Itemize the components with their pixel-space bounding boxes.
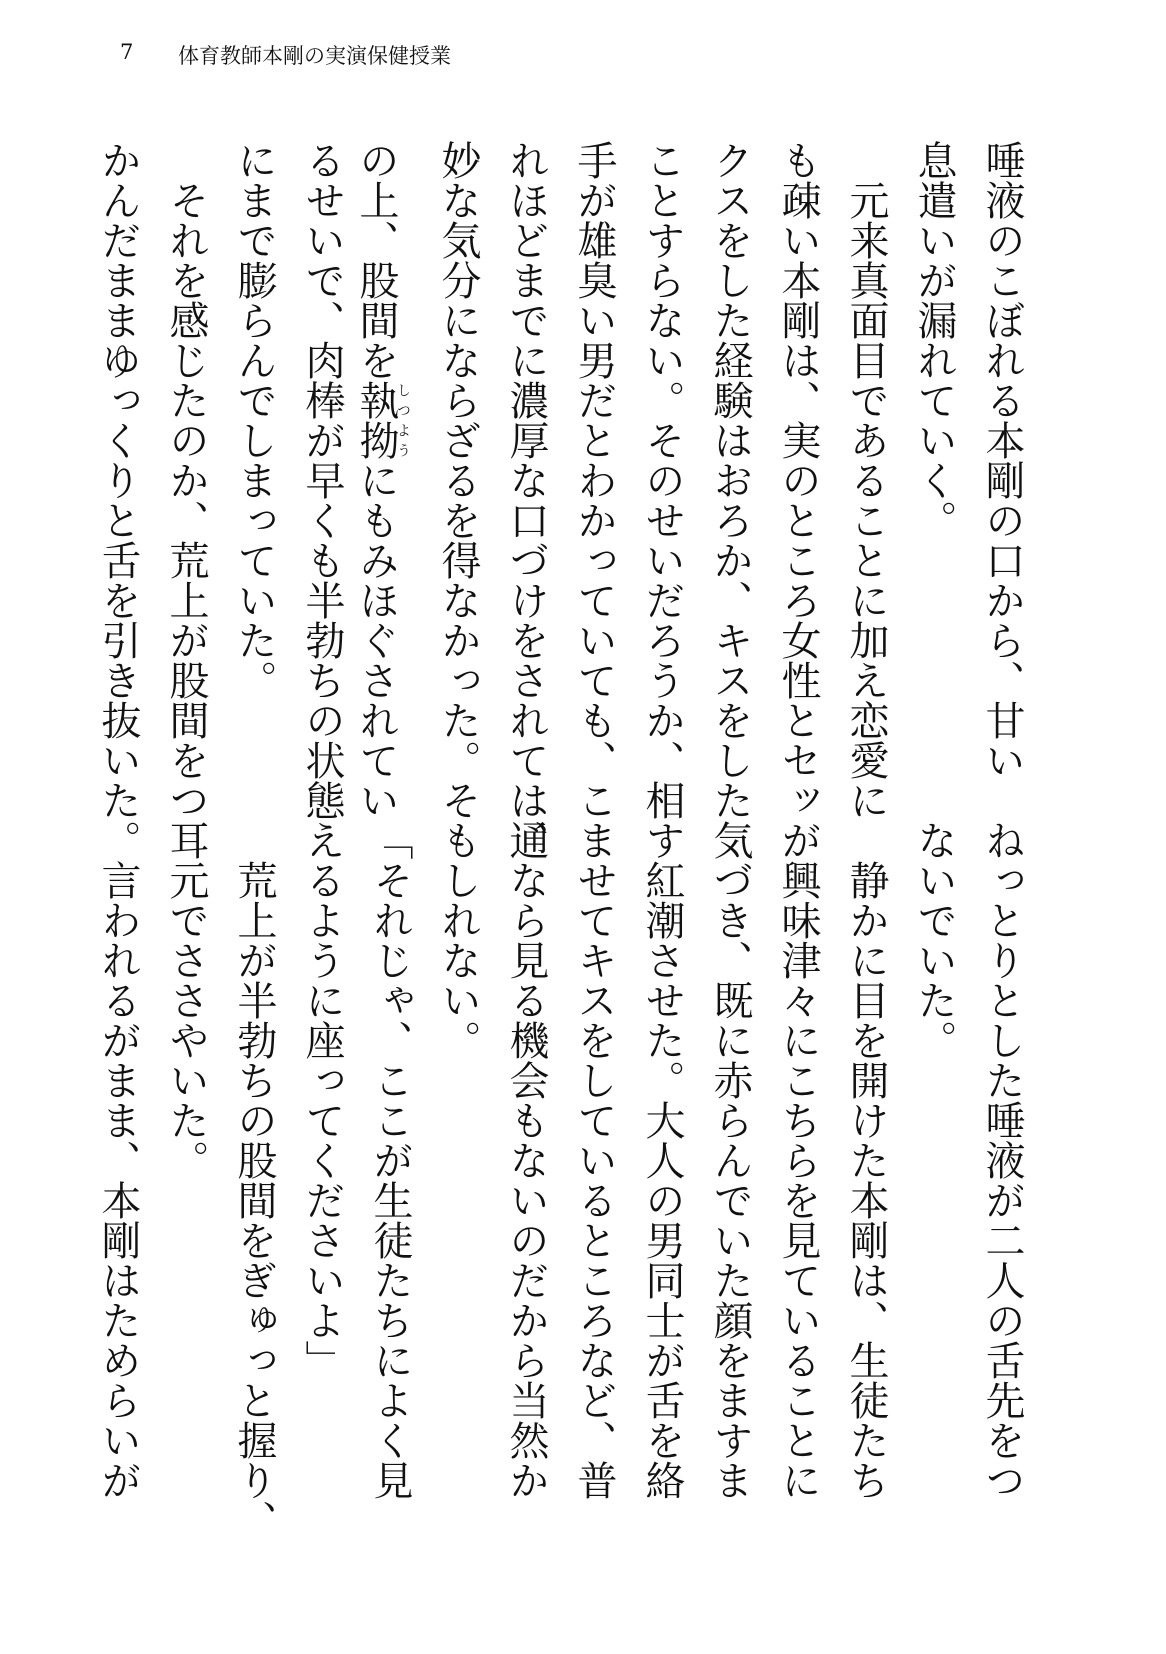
text-line: 耳元でささやいた。 <box>163 820 209 1180</box>
page-number: 7 <box>120 40 134 64</box>
text-line: にまで膨らんでしまっていた。 <box>231 140 277 700</box>
text-line: ことすらない。そのせいだろうか、相 <box>639 140 685 820</box>
text-line: 息遣いが漏れていく。 <box>911 140 957 540</box>
text-line: クスをした経験はおろか、キスをした <box>707 140 753 820</box>
text-line: ないでいた。 <box>911 820 957 1060</box>
text-line: 手が雄臭い男だとわかっていても、こ <box>571 140 617 820</box>
text-line: 気づき、既に赤らんでいた顔をますま <box>707 820 753 1500</box>
ruby-base: 執拗 <box>353 380 399 460</box>
running-title: 体育教師本剛の実演保健授業 <box>178 44 451 68</box>
text-line: 言われるがまま、本剛はためらいが <box>95 860 141 1500</box>
text-line: ねっとりとした唾液が二人の舌先をつ <box>979 820 1025 1500</box>
text-line: が興味津々にこちらを見ていることに <box>775 820 821 1500</box>
text-line: それを感じたのか、荒上が股間をつ <box>163 180 209 820</box>
ruby-annotation <box>353 380 411 460</box>
text-line: 静かに目を開けた本剛は、生徒たち <box>843 860 889 1500</box>
text-line: るせいで、肉棒が早くも半勃ちの状態 <box>299 140 345 820</box>
text-line: えるように座ってくださいよ」 <box>299 820 345 1380</box>
text-line: 通なら見る機会もないのだから当然か <box>503 820 549 1500</box>
text-line: れほどまでに濃厚な口づけをされては、 <box>503 140 549 860</box>
text-line: 元来真面目であることに加え恋愛に <box>843 180 889 820</box>
text-line: 「それじゃ、ここが生徒たちによく見 <box>367 820 413 1500</box>
text-line: 妙な気分にならざるを得なかった。そ <box>435 140 481 820</box>
text-line: 荒上が半勃ちの股間をぎゅっと握り、 <box>231 860 277 1540</box>
text-segment: にもみほぐされてい <box>353 460 399 820</box>
text-line: す紅潮させた。大人の男同士が舌を絡 <box>639 820 685 1500</box>
text-line: ませてキスをしているところなど、普 <box>571 820 617 1500</box>
ruby-text: しつよう <box>395 380 411 460</box>
text-line: 唾液のこぼれる本剛の口から、甘い <box>979 140 1025 780</box>
text-line: も疎い本剛は、実のところ女性とセッ <box>775 140 821 820</box>
text-segment: の上、股間を <box>353 140 399 380</box>
text-line <box>353 140 411 820</box>
text-line: かんだままゆっくりと舌を引き抜いた。 <box>95 140 141 860</box>
text-line: もしれない。 <box>435 820 481 1060</box>
